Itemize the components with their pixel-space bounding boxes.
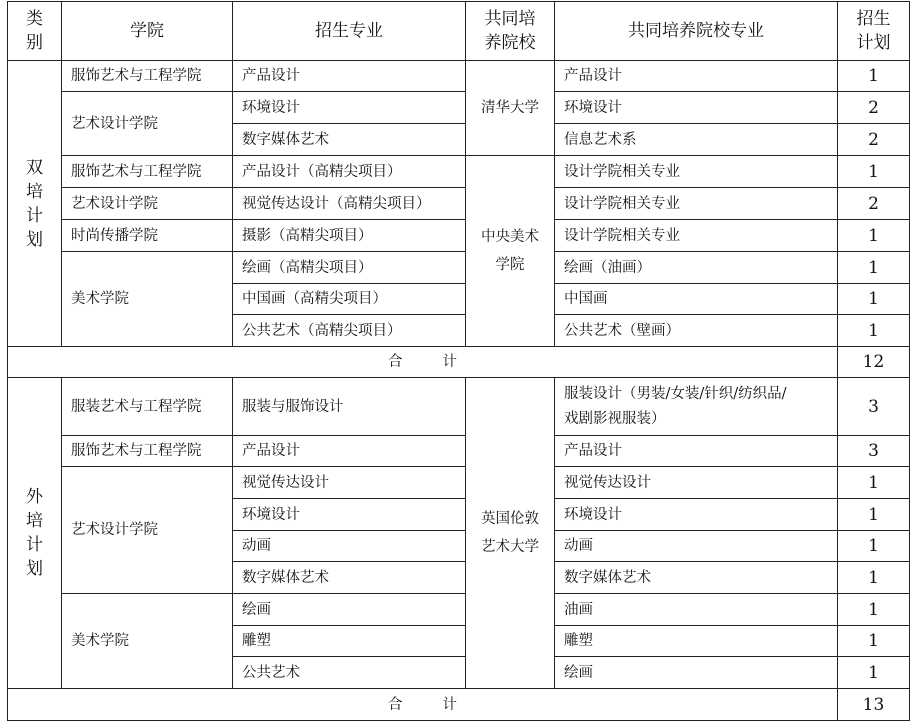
total-row-abroad [8,689,910,721]
enrollment-plan-table [7,1,910,721]
partner-major-cell: 绘画 [555,657,838,689]
college-cell: 美术学院 [62,252,233,347]
total-row-dual [8,347,910,378]
table-row [8,467,910,499]
plan-cell: 3 [838,436,910,467]
major-cell: 雕塑 [233,626,466,657]
partner-major-cell: 绘画（油画） [555,252,838,284]
major-cell: 视觉传达设计 [233,467,466,499]
header-plan: 招生 计划 [838,2,910,61]
partner-major-cell: 油画 [555,594,838,626]
college-cell: 时尚传播学院 [62,220,233,252]
major-cell: 摄影（高精尖项目） [233,220,466,252]
major-cell: 产品设计（高精尖项目） [233,156,466,188]
major-cell: 数字媒体艺术 [233,124,466,156]
major-cell: 视觉传达设计（高精尖项目） [233,188,466,220]
college-cell: 美术学院 [62,594,233,689]
college-cell: 服装艺术与工程学院 [62,378,233,436]
header-row [8,2,910,61]
plan-cell: 1 [838,284,910,315]
category-abroad: 外 培 计 划 [8,378,62,689]
total-value: 13 [838,689,910,721]
partner-major-cell: 公共艺术（壁画） [555,315,838,347]
major-cell: 绘画（高精尖项目） [233,252,466,284]
college-cell: 服饰艺术与工程学院 [62,156,233,188]
plan-cell: 1 [838,467,910,499]
header-partner-major: 共同培养院校专业 [555,2,838,61]
partner-major-cell: 雕塑 [555,626,838,657]
total-value: 12 [838,347,910,378]
partner-cell: 英国伦敦 艺术大学 [466,378,555,689]
header-partner: 共同培 养院校 [466,2,555,61]
partner-major-cell: 视觉传达设计 [555,467,838,499]
plan-cell: 1 [838,562,910,594]
major-cell: 绘画 [233,594,466,626]
plan-cell: 1 [838,594,910,626]
major-cell: 产品设计 [233,436,466,467]
table-row [8,436,910,467]
plan-cell: 1 [838,315,910,347]
major-cell: 公共艺术 [233,657,466,689]
table-row [8,252,910,284]
partner-major-cell: 设计学院相关专业 [555,156,838,188]
partner-major-cell: 信息艺术系 [555,124,838,156]
partner-major-cell: 环境设计 [555,92,838,124]
partner-major-cell: 动画 [555,531,838,562]
partner-major-cell: 数字媒体艺术 [555,562,838,594]
category-dual: 双 培 计 划 [8,61,62,347]
header-college: 学院 [62,2,233,61]
total-label: 合 计 [8,689,838,721]
partner-cell: 清华大学 [466,61,555,156]
partner-major-cell: 产品设计 [555,436,838,467]
partner-cell: 中央美术 学院 [466,156,555,347]
partner-major-cell: 产品设计 [555,61,838,92]
college-cell: 服饰艺术与工程学院 [62,61,233,92]
plan-cell: 1 [838,220,910,252]
table-row [8,594,910,626]
major-cell: 环境设计 [233,499,466,531]
plan-cell: 2 [838,188,910,220]
plan-cell: 1 [838,499,910,531]
partner-major-cell: 设计学院相关专业 [555,220,838,252]
major-cell: 公共艺术（高精尖项目） [233,315,466,347]
partner-major-cell: 环境设计 [555,499,838,531]
header-major: 招生专业 [233,2,466,61]
plan-cell: 2 [838,124,910,156]
plan-cell: 1 [838,156,910,188]
table-row [8,378,910,436]
total-label: 合 计 [8,347,838,378]
major-cell: 数字媒体艺术 [233,562,466,594]
plan-cell: 1 [838,531,910,562]
plan-cell: 1 [838,61,910,92]
plan-cell: 3 [838,378,910,436]
table-row [8,92,910,124]
major-cell: 产品设计 [233,61,466,92]
header-category: 类 别 [8,2,62,61]
major-cell: 服装与服饰设计 [233,378,466,436]
partner-major-cell: 服装设计（男装/女装/针织/纺织品/ 戏剧影视服装） [555,378,838,436]
major-cell: 环境设计 [233,92,466,124]
table-row [8,188,910,220]
major-cell: 中国画（高精尖项目） [233,284,466,315]
plan-cell: 1 [838,657,910,689]
college-cell: 艺术设计学院 [62,467,233,594]
plan-cell: 2 [838,92,910,124]
plan-cell: 1 [838,626,910,657]
college-cell: 艺术设计学院 [62,188,233,220]
table-row [8,61,910,92]
partner-major-cell: 中国画 [555,284,838,315]
college-cell: 服饰艺术与工程学院 [62,436,233,467]
college-cell: 艺术设计学院 [62,92,233,156]
partner-major-cell: 设计学院相关专业 [555,188,838,220]
major-cell: 动画 [233,531,466,562]
plan-cell: 1 [838,252,910,284]
table-row [8,156,910,188]
table-row [8,220,910,252]
